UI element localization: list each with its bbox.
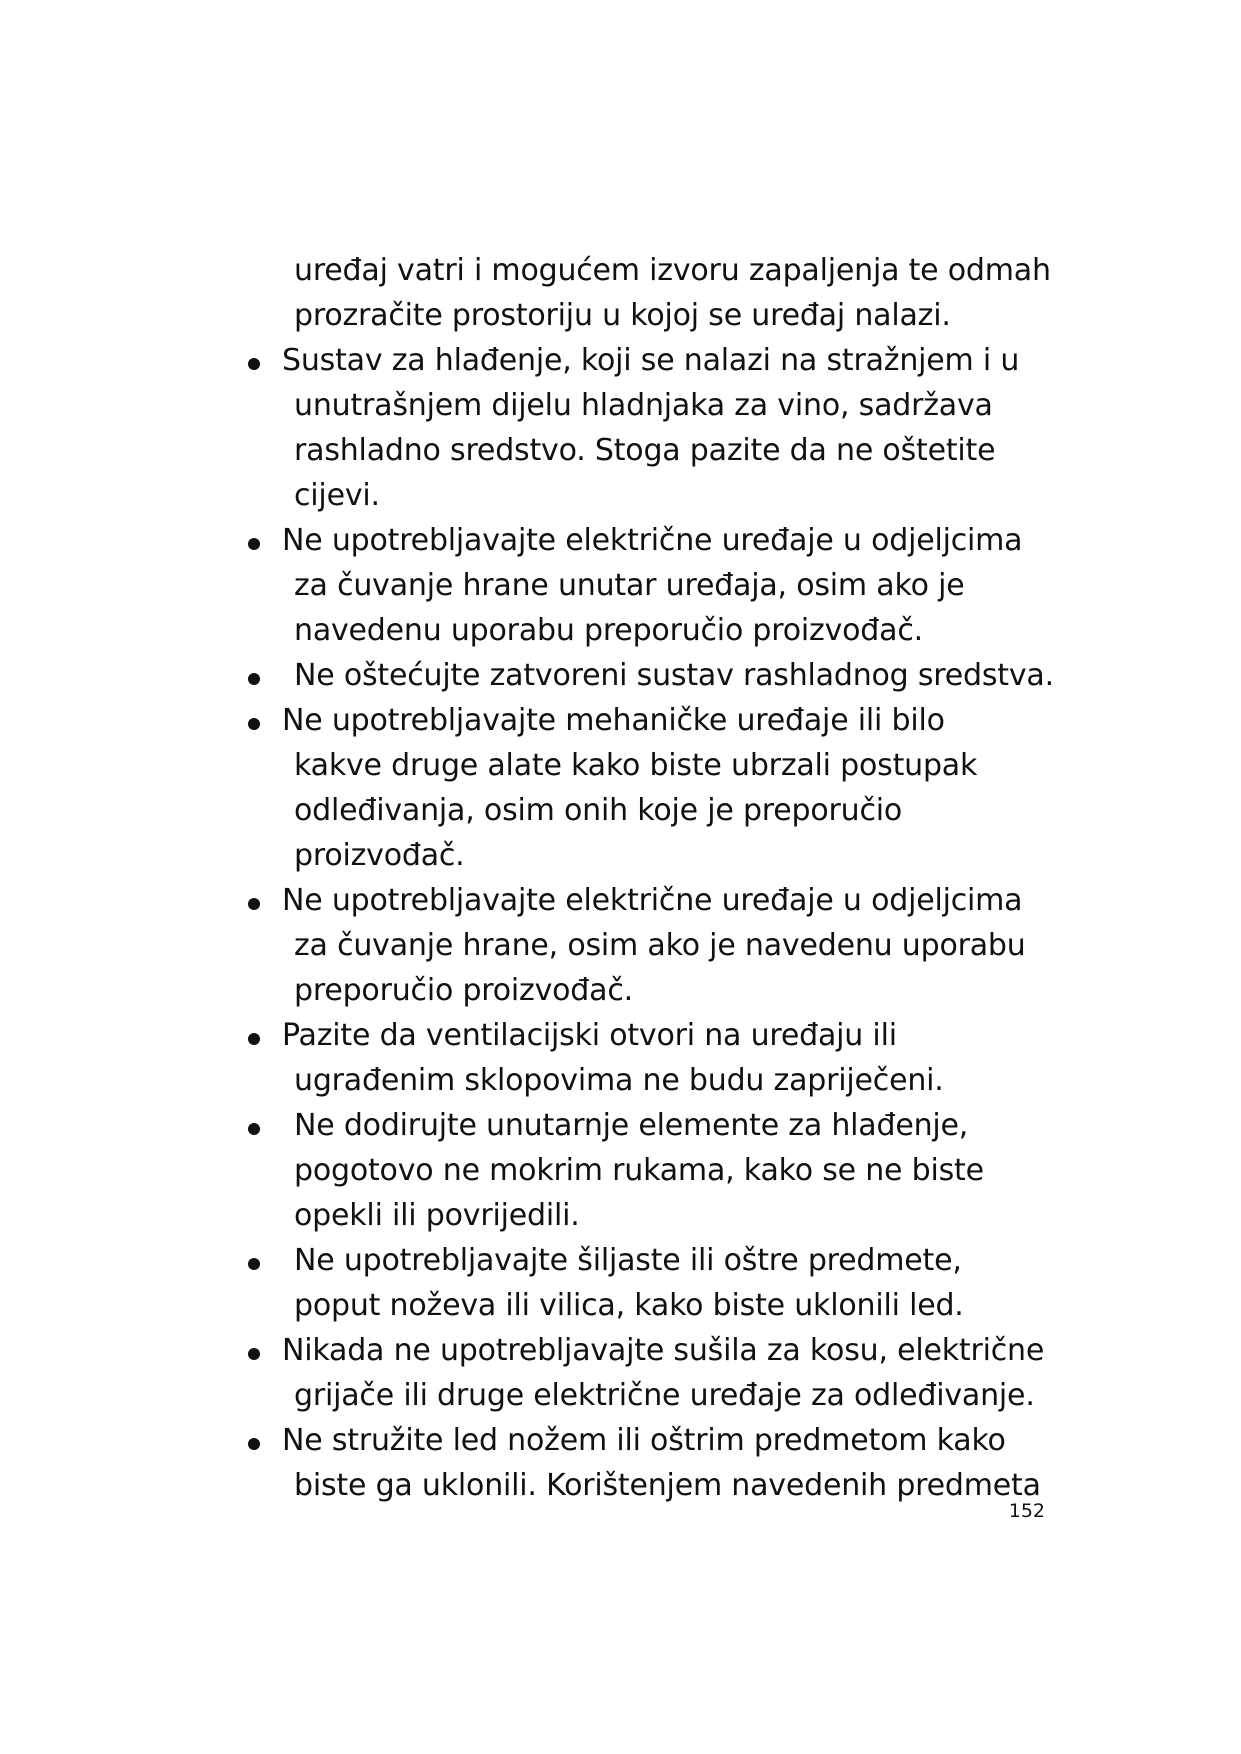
intro-line: uređaj vatri i mogućem izvoru zapaljenja te odmah xyxy=(294,253,1051,288)
bullet-text-line: Sustav za hlađenje, koji se nalazi na stražnjem i u xyxy=(282,343,1020,378)
bullet-text-line: Ne dodirujte unutarnje elemente za hlađenje, xyxy=(294,1108,969,1143)
bullet-icon xyxy=(248,1438,260,1450)
bullet-icon xyxy=(248,1123,260,1135)
bullet-text-line: Ne upotrebljavajte električne uređaje u odjeljcima xyxy=(282,883,1023,918)
bullet-text-line: za čuvanje hrane unutar uređaja, osim ako je xyxy=(294,568,965,603)
bullet-icon xyxy=(248,718,260,730)
page-number: 152 xyxy=(1008,1500,1045,1522)
bullet-item-cooling-elements xyxy=(248,1103,1048,1238)
bullet-item-mechanical-devices xyxy=(248,698,1048,878)
bullet-item-ventilation xyxy=(248,1013,1048,1103)
bullet-text-line: pogotovo ne mokrim rukama, kako se ne biste xyxy=(294,1153,984,1188)
bullet-text-line: unutrašnjem dijelu hladnjaka za vino, sadržava xyxy=(294,388,993,423)
bullet-icon xyxy=(248,1348,260,1360)
bullet-text-line: biste ga uklonili. Korištenjem navedenih predmeta xyxy=(294,1468,1041,1503)
bullet-text-line: opekli ili povrijedili. xyxy=(294,1198,580,1233)
bullet-text-line: Ne upotrebljavajte mehaničke uređaje ili bilo xyxy=(282,703,945,738)
bullet-text-line: navedenu uporabu preporučio proizvođač. xyxy=(294,613,923,648)
bullet-text-line: Ne upotrebljavajte šiljaste ili oštre predmete, xyxy=(294,1243,962,1278)
bullet-text-line: ugrađenim sklopovima ne budu zapriječeni. xyxy=(294,1063,944,1098)
bullet-text-line: preporučio proizvođač. xyxy=(294,973,633,1008)
bullet-item-hair-dryers xyxy=(248,1328,1048,1418)
bullet-text-line: Pazite da ventilacijski otvori na uređaju ili xyxy=(282,1018,897,1053)
bullet-text-line: grijače ili druge električne uređaje za odleđivanje. xyxy=(294,1378,1035,1413)
bullet-icon xyxy=(248,898,260,910)
bullet-text-line: Ne upotrebljavajte električne uređaje u odjeljcima xyxy=(282,523,1023,558)
bullet-item-food-compartments xyxy=(248,878,1048,1013)
bullet-item-scraping-ice xyxy=(248,1418,1048,1508)
bullet-text-line: odleđivanja, osim onih koje je preporučio xyxy=(294,793,903,828)
bullet-text-line: Nikada ne upotrebljavajte sušila za kosu, električne xyxy=(282,1333,1045,1368)
bullet-icon xyxy=(248,538,260,550)
bullet-item-cooling-system xyxy=(248,338,1048,518)
bullet-text-line: cijevi. xyxy=(294,478,380,513)
bullet-text-line: kakve druge alate kako biste ubrzali postupak xyxy=(294,748,978,783)
bullet-icon xyxy=(248,673,260,685)
bullet-text-line: proizvođač. xyxy=(294,838,465,873)
bullet-text-line: za čuvanje hrane, osim ako je navedenu uporabu xyxy=(294,928,1026,963)
bullet-text-line: rashladno sredstvo. Stoga pazite da ne oštetite xyxy=(294,433,996,468)
bullet-icon xyxy=(248,1033,260,1045)
bullet-item-electrical-devices xyxy=(248,518,1048,653)
bullet-icon xyxy=(248,1258,260,1270)
intro-line: prozračite prostoriju u kojoj se uređaj nalazi. xyxy=(294,298,951,333)
bullet-text-line: poput noževa ili vilica, kako biste uklonili led. xyxy=(294,1288,964,1323)
bullet-icon xyxy=(248,358,260,370)
bullet-item-sharp-objects xyxy=(248,1238,1048,1328)
bullet-text-line: Ne stružite led nožem ili oštrim predmetom kako xyxy=(282,1423,1006,1458)
bullet-text-line: Ne oštećujte zatvoreni sustav rashladnog sredstva. xyxy=(294,658,1054,693)
bullet-item-refrigerant-system xyxy=(248,653,1054,698)
safety-instructions xyxy=(248,248,1054,1508)
